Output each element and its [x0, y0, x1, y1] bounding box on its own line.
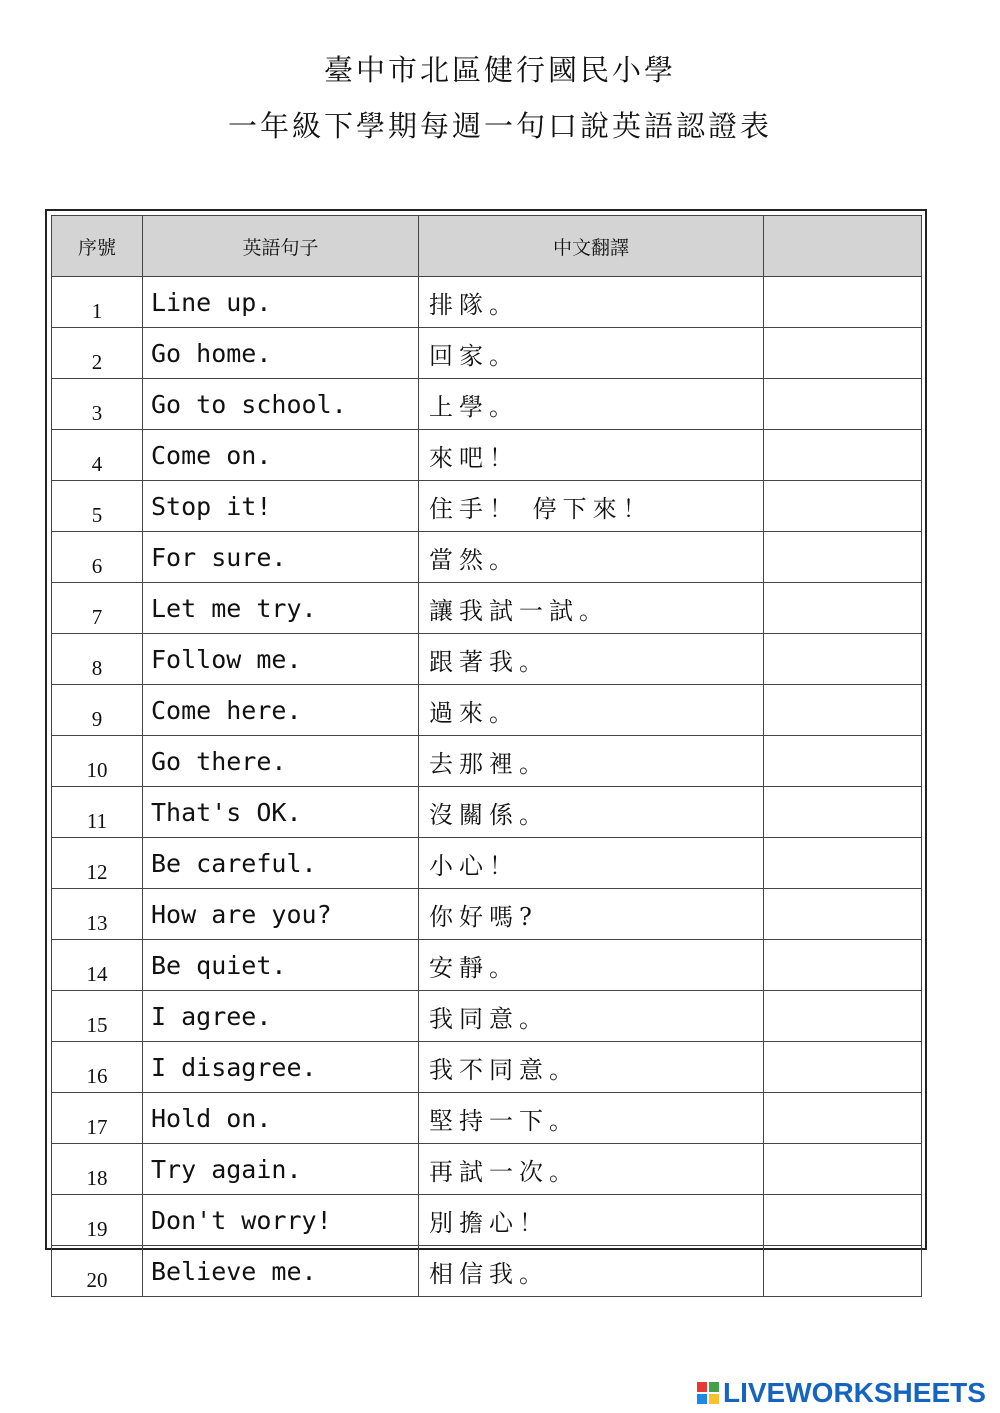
row-number: 2	[52, 328, 143, 379]
liveworksheets-logo	[697, 1378, 986, 1408]
chinese-translation: 去那裡。	[419, 736, 764, 787]
chinese-translation: 再試一次。	[419, 1144, 764, 1195]
chinese-translation: 相信我。	[419, 1246, 764, 1297]
signature-cell[interactable]	[764, 481, 922, 532]
chinese-translation: 安靜。	[419, 940, 764, 991]
row-number: 10	[52, 736, 143, 787]
table-row	[52, 1042, 922, 1093]
english-sentence: Go there.	[143, 736, 419, 787]
logo-text: LIVEWORKSHEETS	[723, 1377, 986, 1408]
english-sentence: Go to school.	[143, 379, 419, 430]
table-row	[52, 1246, 922, 1297]
row-number: 9	[52, 685, 143, 736]
table-row	[52, 532, 922, 583]
english-sentence: Let me try.	[143, 583, 419, 634]
english-sentence: I disagree.	[143, 1042, 419, 1093]
signature-cell[interactable]	[764, 889, 922, 940]
row-number: 8	[52, 634, 143, 685]
table-row	[52, 430, 922, 481]
header-signature	[764, 216, 922, 277]
chinese-translation: 上學。	[419, 379, 764, 430]
english-sentence: I agree.	[143, 991, 419, 1042]
row-number: 19	[52, 1195, 143, 1246]
row-number: 14	[52, 940, 143, 991]
row-number: 16	[52, 1042, 143, 1093]
signature-cell[interactable]	[764, 940, 922, 991]
signature-cell[interactable]	[764, 583, 922, 634]
table-row	[52, 991, 922, 1042]
header-number: 序號	[52, 216, 143, 277]
signature-cell[interactable]	[764, 1246, 922, 1297]
table-row	[52, 277, 922, 328]
chinese-translation: 你好嗎?	[419, 889, 764, 940]
english-sentence: Line up.	[143, 277, 419, 328]
table-row	[52, 481, 922, 532]
english-sentence: Come on.	[143, 430, 419, 481]
english-sentence: How are you?	[143, 889, 419, 940]
certification-table-frame	[45, 209, 927, 1292]
english-sentence: Stop it!	[143, 481, 419, 532]
table-row	[52, 889, 922, 940]
signature-cell[interactable]	[764, 634, 922, 685]
sentence-table	[51, 215, 922, 1297]
chinese-translation: 當然。	[419, 532, 764, 583]
signature-cell[interactable]	[764, 1093, 922, 1144]
row-number: 5	[52, 481, 143, 532]
row-number: 13	[52, 889, 143, 940]
chinese-translation: 回家。	[419, 328, 764, 379]
row-number: 4	[52, 430, 143, 481]
row-number: 11	[52, 787, 143, 838]
table-row	[52, 685, 922, 736]
table-row	[52, 838, 922, 889]
english-sentence: Don't worry!	[143, 1195, 419, 1246]
chinese-translation: 小心！	[419, 838, 764, 889]
row-number: 18	[52, 1144, 143, 1195]
row-number: 20	[52, 1246, 143, 1297]
signature-cell[interactable]	[764, 736, 922, 787]
signature-cell[interactable]	[764, 1042, 922, 1093]
row-number: 12	[52, 838, 143, 889]
row-number: 15	[52, 991, 143, 1042]
english-sentence: Follow me.	[143, 634, 419, 685]
signature-cell[interactable]	[764, 838, 922, 889]
english-sentence: Be quiet.	[143, 940, 419, 991]
english-sentence: Believe me.	[143, 1246, 419, 1297]
chinese-translation: 住手！ 停下來！	[419, 481, 764, 532]
chinese-translation: 我同意。	[419, 991, 764, 1042]
row-number: 6	[52, 532, 143, 583]
table-row	[52, 787, 922, 838]
signature-cell[interactable]	[764, 1195, 922, 1246]
school-title: 臺中市北區健行國民小學	[323, 53, 676, 87]
form-title: 一年級下學期每週一句口說英語認證表	[227, 109, 772, 143]
english-sentence: For sure.	[143, 532, 419, 583]
chinese-translation: 讓我試一試。	[419, 583, 764, 634]
logo-mark-icon	[697, 1382, 719, 1404]
english-sentence: Be careful.	[143, 838, 419, 889]
table-row	[52, 1144, 922, 1195]
signature-cell[interactable]	[764, 685, 922, 736]
signature-cell[interactable]	[764, 328, 922, 379]
chinese-translation: 過來。	[419, 685, 764, 736]
english-sentence: Hold on.	[143, 1093, 419, 1144]
english-sentence: Go home.	[143, 328, 419, 379]
signature-cell[interactable]	[764, 787, 922, 838]
chinese-translation: 跟著我。	[419, 634, 764, 685]
chinese-translation: 我不同意。	[419, 1042, 764, 1093]
row-number: 3	[52, 379, 143, 430]
signature-cell[interactable]	[764, 1144, 922, 1195]
table-row	[52, 940, 922, 991]
table-row	[52, 736, 922, 787]
signature-cell[interactable]	[764, 991, 922, 1042]
signature-cell[interactable]	[764, 532, 922, 583]
table-row	[52, 634, 922, 685]
english-sentence: That's OK.	[143, 787, 419, 838]
chinese-translation: 排隊。	[419, 277, 764, 328]
english-sentence: Try again.	[143, 1144, 419, 1195]
chinese-translation: 沒關係。	[419, 787, 764, 838]
row-number: 7	[52, 583, 143, 634]
table-header-row	[52, 216, 922, 277]
signature-cell[interactable]	[764, 277, 922, 328]
table-row	[52, 1195, 922, 1246]
table-row	[52, 379, 922, 430]
signature-cell[interactable]	[764, 430, 922, 481]
chinese-translation: 別擔心！	[419, 1195, 764, 1246]
signature-cell[interactable]	[764, 379, 922, 430]
header-chinese: 中文翻譯	[419, 216, 764, 277]
row-number: 1	[52, 277, 143, 328]
table-row	[52, 583, 922, 634]
table-row	[52, 328, 922, 379]
chinese-translation: 來吧！	[419, 430, 764, 481]
header-english: 英語句子	[143, 216, 419, 277]
row-number: 17	[52, 1093, 143, 1144]
english-sentence: Come here.	[143, 685, 419, 736]
table-row	[52, 1093, 922, 1144]
chinese-translation: 堅持一下。	[419, 1093, 764, 1144]
